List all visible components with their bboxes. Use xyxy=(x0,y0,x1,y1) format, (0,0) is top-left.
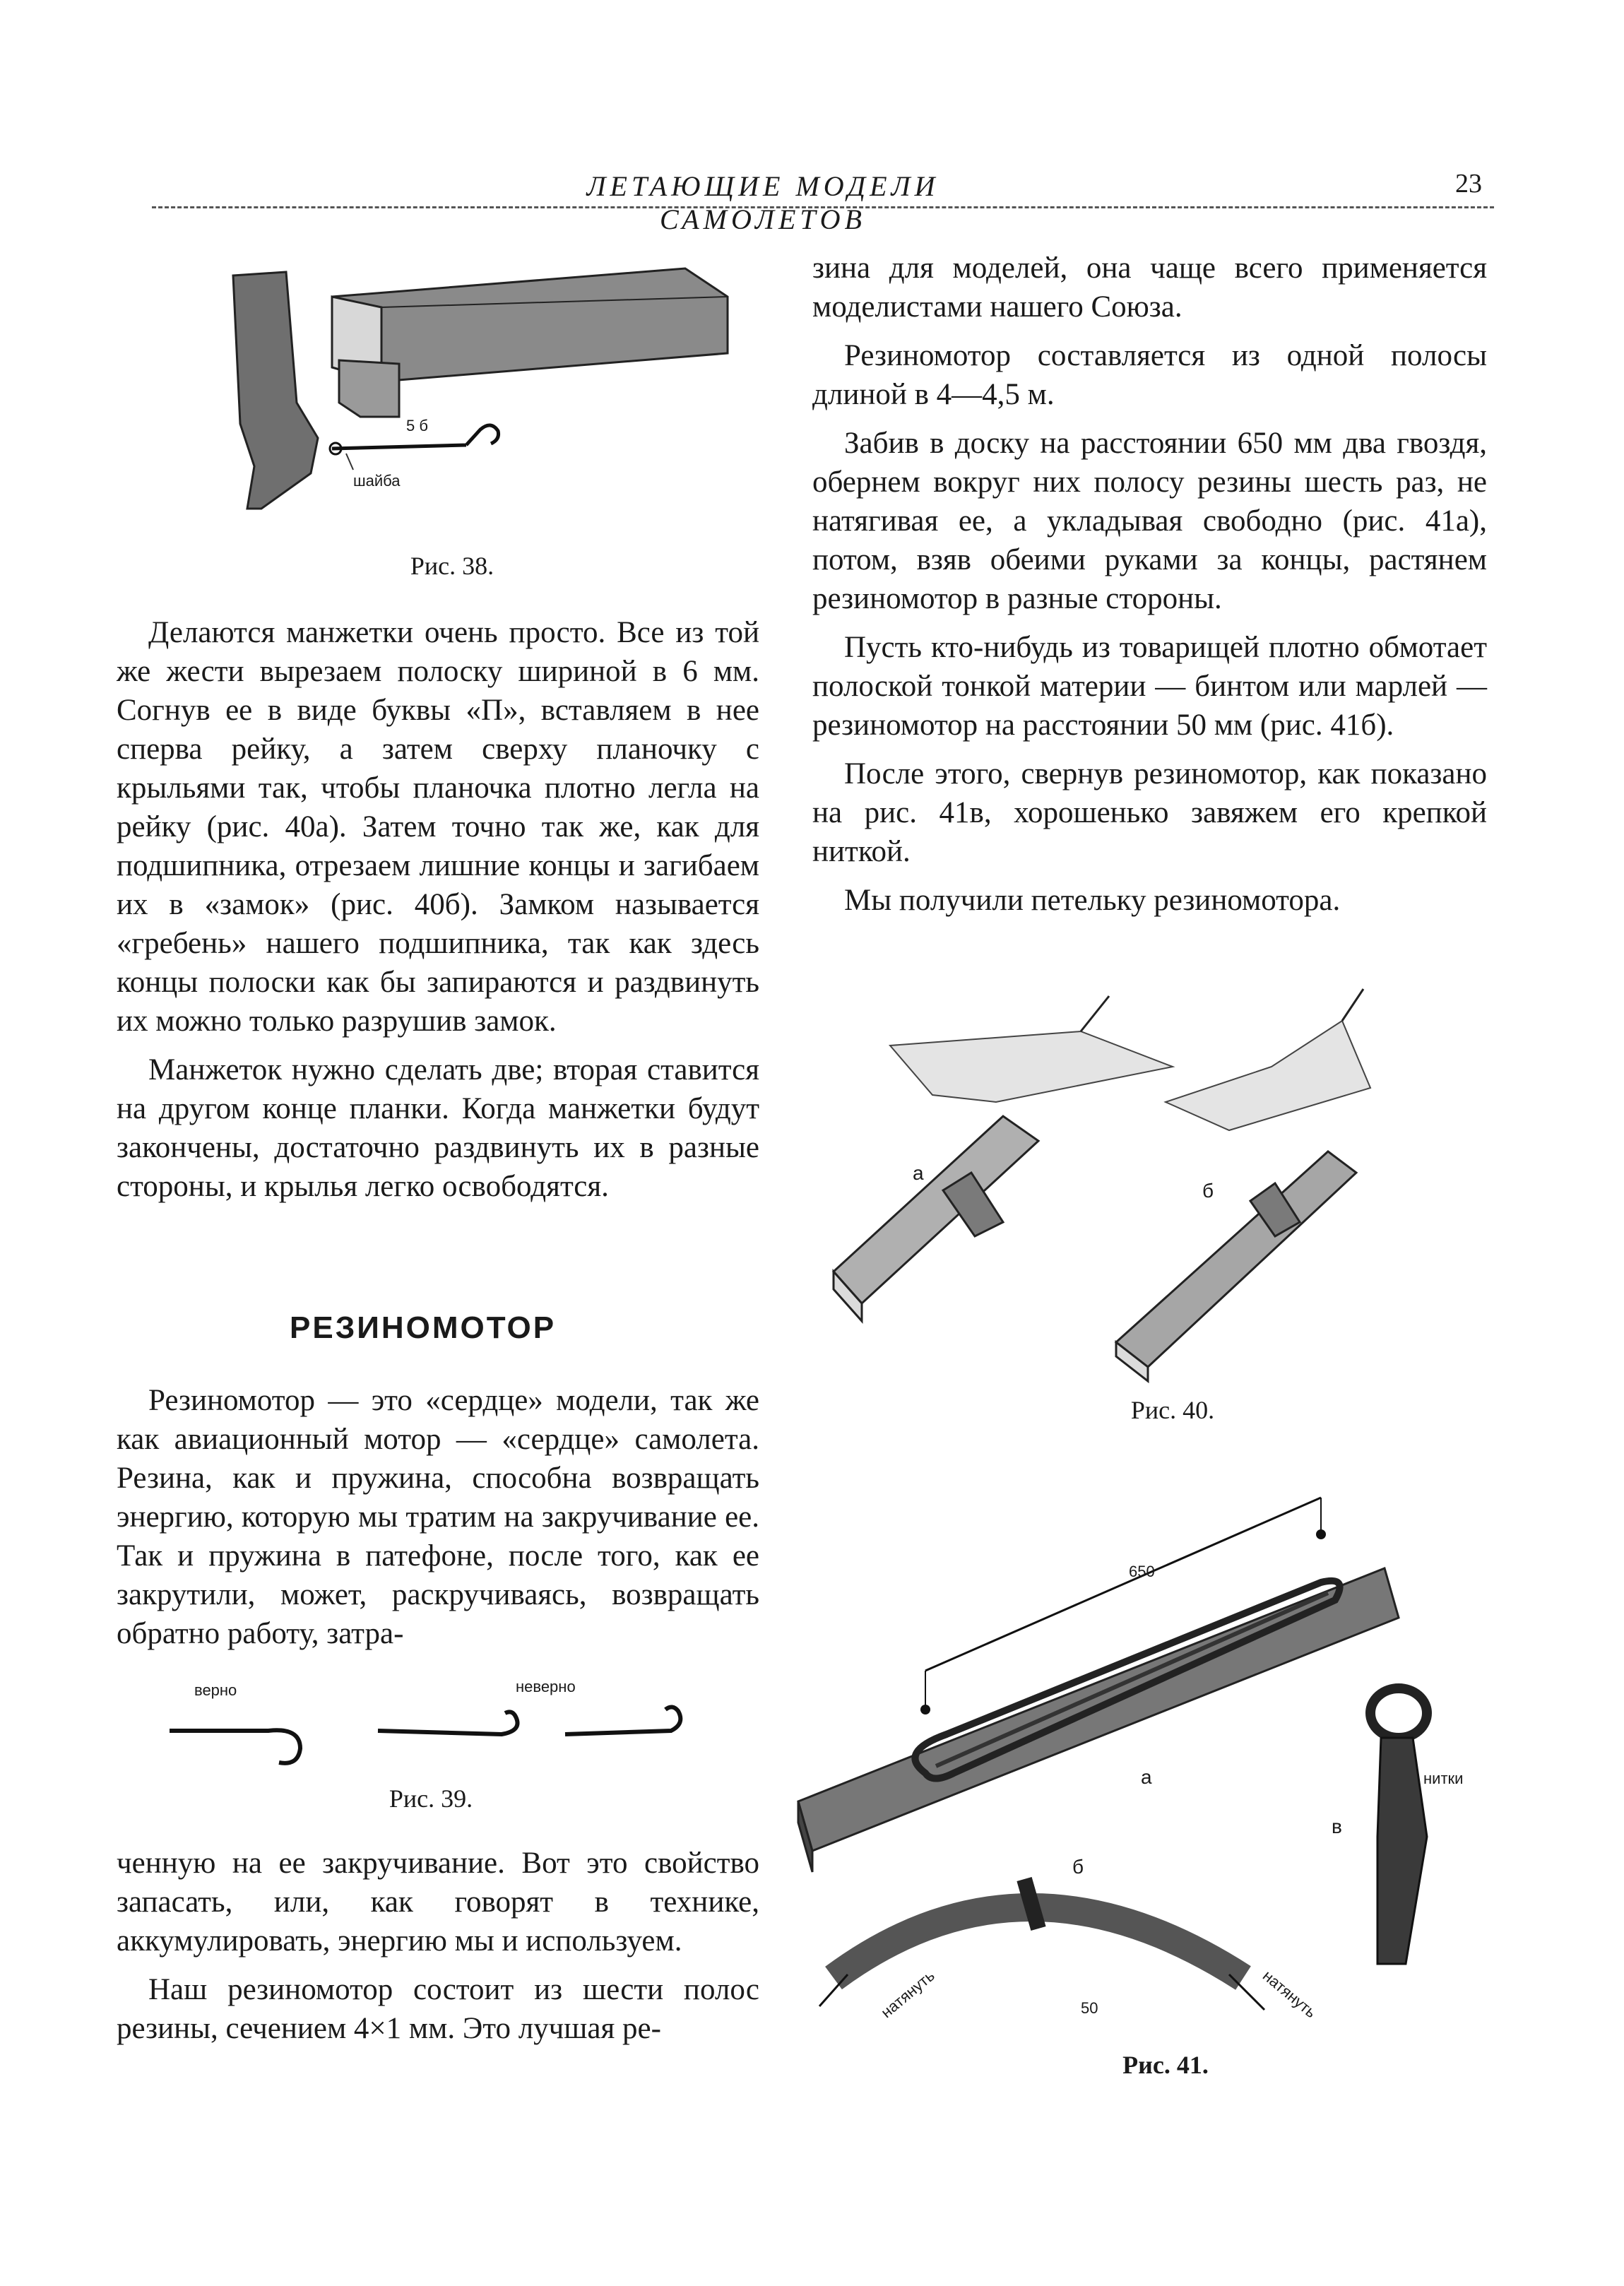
figure-40-caption: Рис. 40. xyxy=(1130,1396,1215,1424)
figure-41-pull-left: натянуть xyxy=(877,1966,938,2022)
figure-38-washer-label: шайба xyxy=(353,472,401,490)
paragraph: Мы получили петельку резиномотора. xyxy=(844,884,1341,917)
figure-38-caption: Рис. 38. xyxy=(410,552,494,580)
figure-41-threads-label: нитки xyxy=(1423,1770,1464,1787)
paragraph: ченную на ее закручивание. Вот это свойство запасать, или, как говорят в технике, аккумулировать, энергию мы и используем. xyxy=(117,1847,759,1958)
figure-38-dimension: 5 б xyxy=(406,417,428,434)
paragraph: Забив в доску на расстоянии 650 мм два гвоздя, обернем вокруг них полосу резины шесть раз, не натягивая ее, а укладывая свободно (рис. 41а), потом, взяв обеими руками за концы, растянем резиномотор в разные стороны. xyxy=(812,427,1487,615)
right-column-text xyxy=(812,249,1487,930)
paragraph: После этого, свернув резиномотор, как показано на рис. 41в, хорошенько завяжем его крепкой ниткой. xyxy=(812,757,1487,868)
paragraph: Манжеток нужно сделать две; вторая ставится на другом конце планки. Когда манжетки будут закончены, достаточно раздвинуть их в разные стороны, и крылья легко освободятся. xyxy=(117,1053,759,1203)
section-heading: РЕЗИНОМОТОР xyxy=(290,1310,557,1345)
figure-38-illustration xyxy=(219,254,756,551)
page-number: 23 xyxy=(1455,169,1482,199)
figure-41-label-v: в xyxy=(1332,1816,1342,1837)
paragraph: Пусть кто-нибудь из товарищей плотно обмотает полоской тонкой материи — бинтом или марлей — резиномотор на расстоянии 50 мм (рис. 41б). xyxy=(812,631,1487,742)
paragraph: Резиномотор составляется из одной полосы длиной в 4—4,5 м. xyxy=(812,339,1487,411)
left-column-middle xyxy=(117,1381,759,1663)
left-column-lower xyxy=(117,1844,759,2058)
figure-41-dimension-650: 650 xyxy=(1129,1563,1155,1580)
figure-41-caption: Рис. 41. xyxy=(1122,2051,1209,2079)
paragraph: Резиномотор — это «сердце» модели, так же как авиационный мотор — «сердце» самолета. Резина, как и пружина, способна возвращать энергию, которую мы тратим на закручивание ее. Так и пружина в патефоне, после того, как ее закрутили, может, раскручиваясь, возвращать обратно работу, затра- xyxy=(117,1384,759,1650)
figure-41-pull-right: натянуть xyxy=(1259,1966,1320,2022)
figure-39-illustration xyxy=(162,1695,713,1773)
figure-41-dimension-50: 50 xyxy=(1081,1999,1098,2017)
paragraph: Делаются манжетки очень просто. Все из той же жести вырезаем полоску шириной в 6 мм. Согнув ее в виде буквы «П», вставляем в нее сперва рейку, а затем сверху планочку с крыльями так, чтобы планочка плотно легла на рейку (рис. 40а). Затем точно так же, как для подшипника, отрезаем лишние концы и загибаем их в «замок» (рис. 40б). Замком называется «гребень» нашего подшипника, так как здесь концы полоски как бы запираются и раздвинуть их можно только разрушив замок. xyxy=(117,616,759,1038)
running-title: ЛЕТАЮЩИЕ МОДЕЛИ САМОЛЕТОВ xyxy=(586,170,940,235)
paragraph: Наш резиномотор состоит из шести полос резины, сечением 4×1 мм. Это лучшая ре- xyxy=(117,1973,759,2045)
figure-39-caption: Рис. 39. xyxy=(389,1784,473,1813)
figure-39-label-correct: верно xyxy=(194,1681,237,1699)
figure-41-illustration xyxy=(791,1469,1498,2027)
paragraph: зина для моделей, она чаще всего применяется моделистами нашего Союза. xyxy=(812,251,1487,324)
figure-41-label-a: а xyxy=(1141,1766,1152,1788)
figure-41-label-b: б xyxy=(1072,1856,1084,1878)
left-column-upper xyxy=(117,613,759,1216)
figure-39-label-wrong: неверно xyxy=(516,1678,576,1695)
header-rule xyxy=(152,206,1494,208)
figure-40-label-a: а xyxy=(913,1162,924,1184)
figure-40-label-b: б xyxy=(1202,1180,1214,1202)
